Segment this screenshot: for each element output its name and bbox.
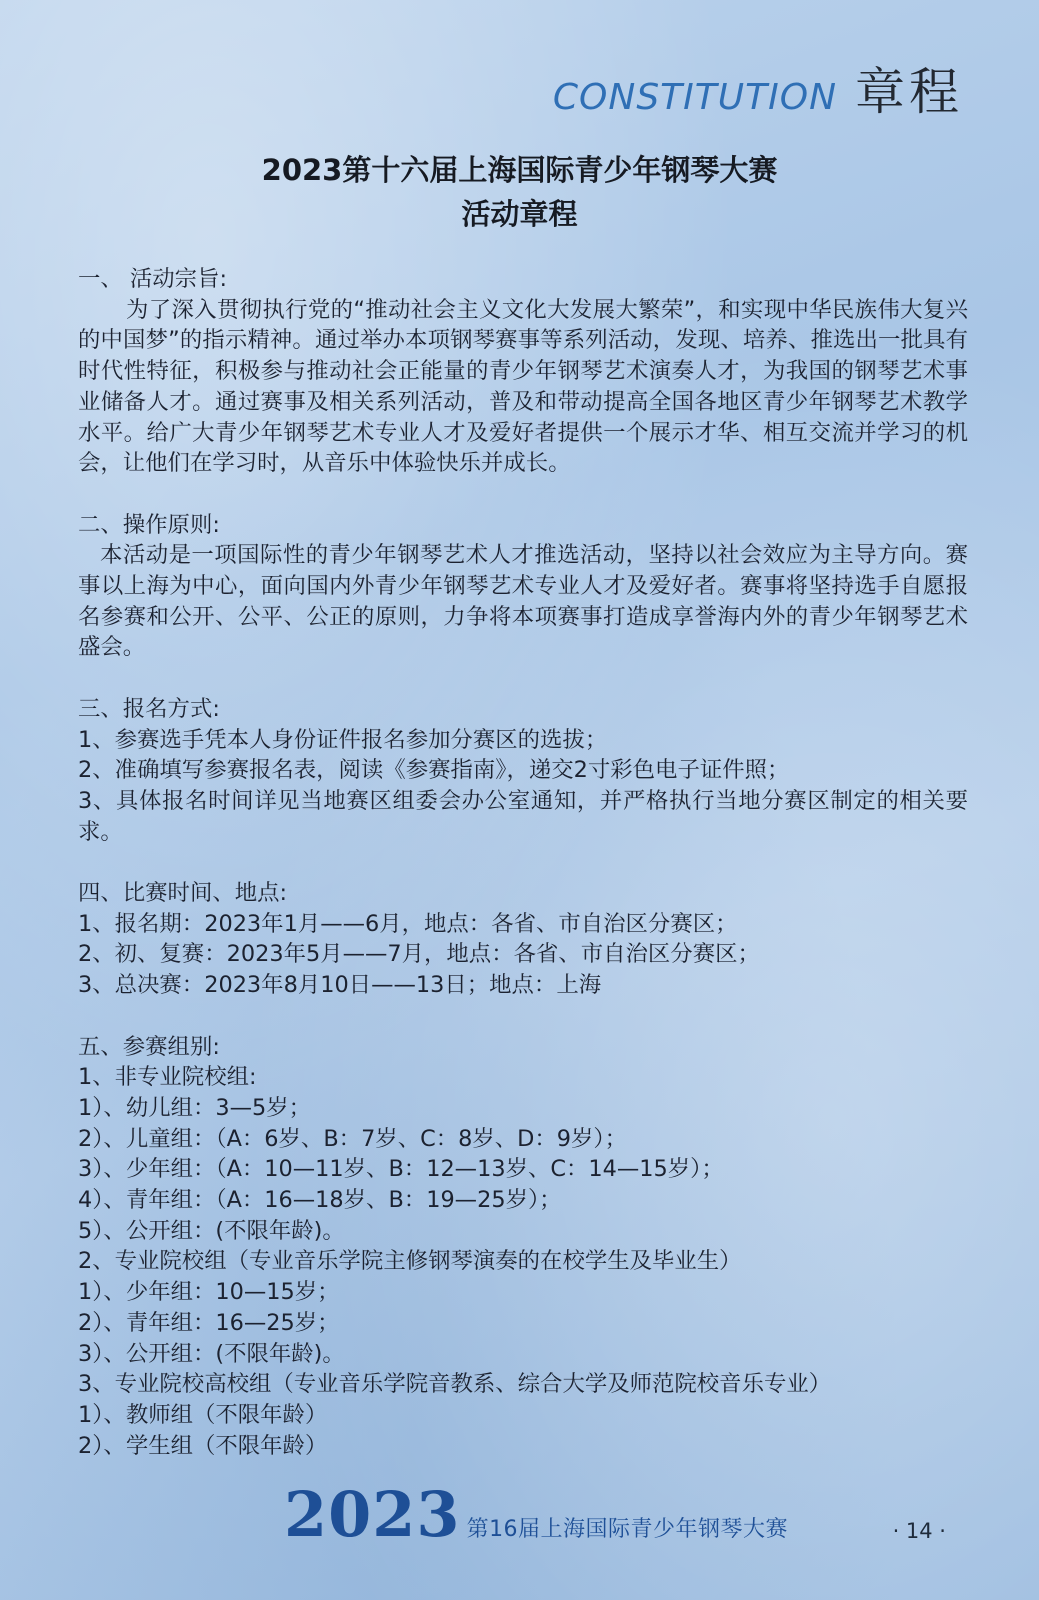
- list-item: 2、准确填写参赛报名表，阅读《参赛指南》，递交2寸彩色电子证件照；: [78, 757, 790, 784]
- section-paragraph: 本活动是一项国际性的青少年钢琴艺术人才推选活动，坚持以社会效应为主导方向。赛事以上海为中心，面向国内外青少年钢琴艺术专业人才及爱好者。赛事将坚持选手自愿报名参赛和公开、公平、公正的原则，力争将本项赛事打造成享誉海内外的青少年钢琴艺术盛会。: [78, 542, 968, 661]
- list-item: 2、专业院校组（专业音乐学院主修钢琴演奏的在校学生及毕业生）: [78, 1248, 742, 1275]
- list-item: 1）、少年组：10—15岁；: [78, 1279, 340, 1306]
- section-heading: 二、操作原则:: [78, 511, 220, 538]
- section-paragraph: 为了深入贯彻执行党的“推动社会主义文化大发展大繁荣”，和实现中华民族伟大复兴的中国梦”的指示精神。通过举办本项钢琴赛事等系列活动，发现、培养、推选出一批具有时代性特征，积极参与推动社会正能量的青少年钢琴艺术演奏人才，为我国的钢琴艺术事业储备人才。通过赛事及相关系列活动，普及和带动提高全国各地区青少年钢琴艺术教学水平。给广大青少年钢琴艺术专业人才及爱好者提供一个展示才华、相互交流并学习的机会，让他们在学习时，从音乐中体验快乐并成长。: [78, 296, 968, 477]
- document-body: [78, 264, 968, 1461]
- footer-year: 2023: [284, 1478, 461, 1551]
- page-footer: [284, 1478, 964, 1551]
- section-categories: [78, 1032, 968, 1462]
- page-header: [553, 52, 963, 124]
- footer-title: 第16届上海国际青少年钢琴大赛: [466, 1517, 789, 1542]
- list-item: 2）、儿童组：（A：6岁、B：7岁、C：8岁、D：9岁）；: [78, 1125, 627, 1152]
- header-chinese-title: 章程: [855, 63, 963, 121]
- list-item: 3）、公开组：(不限年龄)。: [78, 1340, 345, 1367]
- section-heading: 三、报名方式:: [78, 695, 220, 722]
- section-heading: 四、比赛时间、地点:: [78, 880, 288, 907]
- list-item: 1、参赛选手凭本人身份证件报名参加分赛区的选拔；: [78, 726, 608, 753]
- title-line-2: 活动章程: [461, 197, 578, 231]
- section-schedule: [78, 878, 968, 1001]
- list-item: 2、初、复赛：2023年5月——7月，地点：各省、市自治区分赛区；: [78, 941, 760, 968]
- section-purpose: [78, 264, 968, 479]
- list-item: 3）、少年组：（A：10—11岁、B：12—13岁、C：14—15岁）；: [78, 1156, 724, 1183]
- list-item: 3、具体报名时间详见当地赛区组委会办公室通知，并严格执行当地分赛区制定的相关要求。: [78, 787, 968, 845]
- section-heading: 五、参赛组别:: [78, 1033, 220, 1060]
- list-item: 4）、青年组：（A：16—18岁、B：19—25岁）；: [78, 1187, 562, 1214]
- list-item: 1）、幼儿组：3—5岁；: [78, 1094, 312, 1121]
- list-item: 3、专业院校高校组（专业音乐学院音教系、综合大学及师范院校音乐专业）: [78, 1371, 832, 1398]
- list-item: 5）、公开组：(不限年龄)。: [78, 1217, 345, 1244]
- list-item: 3、总决赛：2023年8月10日——13日；地点：上海: [78, 972, 602, 999]
- list-item: 2）、学生组（不限年龄）: [78, 1432, 328, 1459]
- section-registration: [78, 694, 968, 848]
- header-english-title: CONSTITUTION: [552, 77, 837, 118]
- list-item: 2）、青年组：16—25岁；: [78, 1309, 340, 1336]
- section-principles: [78, 510, 968, 664]
- document-title: [0, 148, 1039, 236]
- list-item: 1、非专业院校组:: [78, 1064, 257, 1091]
- list-item: 1、报名期：2023年1月——6月，地点：各省、市自治区分赛区；: [78, 910, 738, 937]
- title-line-1: 2023第十六届上海国际青少年钢琴大赛: [261, 153, 778, 187]
- list-item: 1）、教师组（不限年龄）: [78, 1401, 328, 1428]
- section-heading: 一、 活动宗旨:: [78, 266, 228, 292]
- page-number: · 14 ·: [892, 1519, 946, 1543]
